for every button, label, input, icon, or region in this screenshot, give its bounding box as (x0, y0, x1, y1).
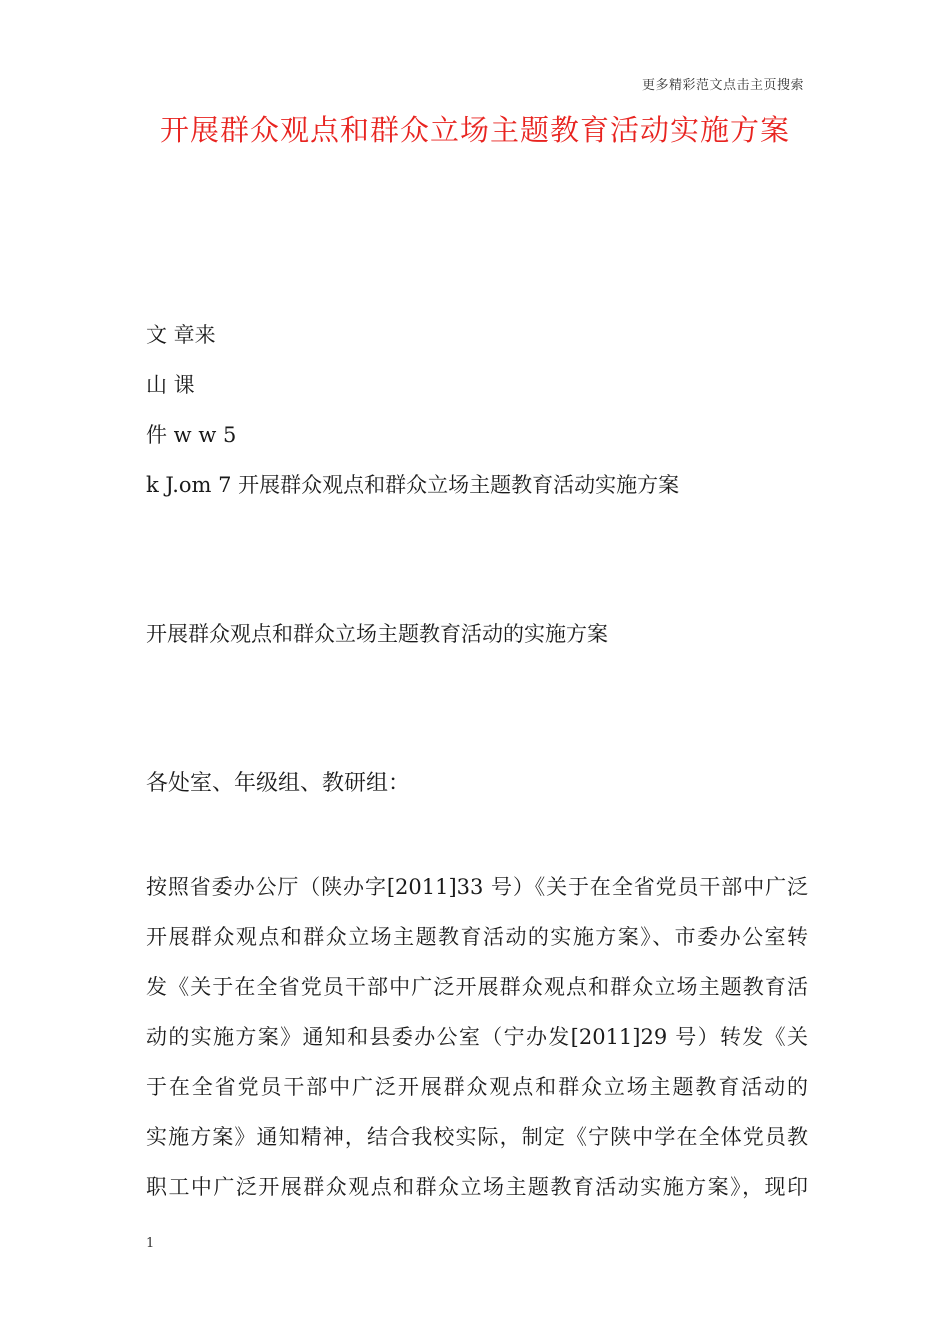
body-line: 按照省委办公厅（陕办字[2011]33 号）《关于在全省党员干部中广泛 (146, 875, 808, 899)
meta-line-3: 件 w w 5 (146, 423, 237, 447)
document-subtitle: 开展群众观点和群众立场主题教育活动的实施方案 (146, 622, 608, 646)
meta-line-4: k J.om 7 开展群众观点和群众立场主题教育活动实施方案 (146, 473, 680, 497)
body-line: 发《关于在全省党员干部中广泛开展群众观点和群众立场主题教育活 (146, 975, 808, 999)
page-number: 1 (146, 1236, 155, 1251)
body-line: 开展群众观点和群众立场主题教育活动的实施方案》、市委办公室转 (146, 925, 808, 949)
meta-line-1: 文 章来 (146, 323, 216, 347)
body-paragraph (146, 862, 808, 1212)
body-line: 于在全省党员干部中广泛开展群众观点和群众立场主题教育活动的 (146, 1075, 808, 1099)
document-title: 开展群众观点和群众立场主题教育活动实施方案 (159, 113, 790, 147)
body-line: 职工中广泛开展群众观点和群众立场主题教育活动实施方案》，现印 (146, 1175, 808, 1199)
body-line: 动的实施方案》通知和县委办公室（宁办发[2011]29 号）转发《关 (146, 1025, 808, 1049)
meta-line-2: 山 课 (146, 373, 195, 397)
body-line: 实施方案》通知精神，结合我校实际，制定《宁陕中学在全体党员教 (146, 1125, 808, 1149)
salutation: 各处室、年级组、教研组： (146, 771, 411, 796)
header-note: 更多精彩范文点击主页搜索 (641, 78, 804, 93)
